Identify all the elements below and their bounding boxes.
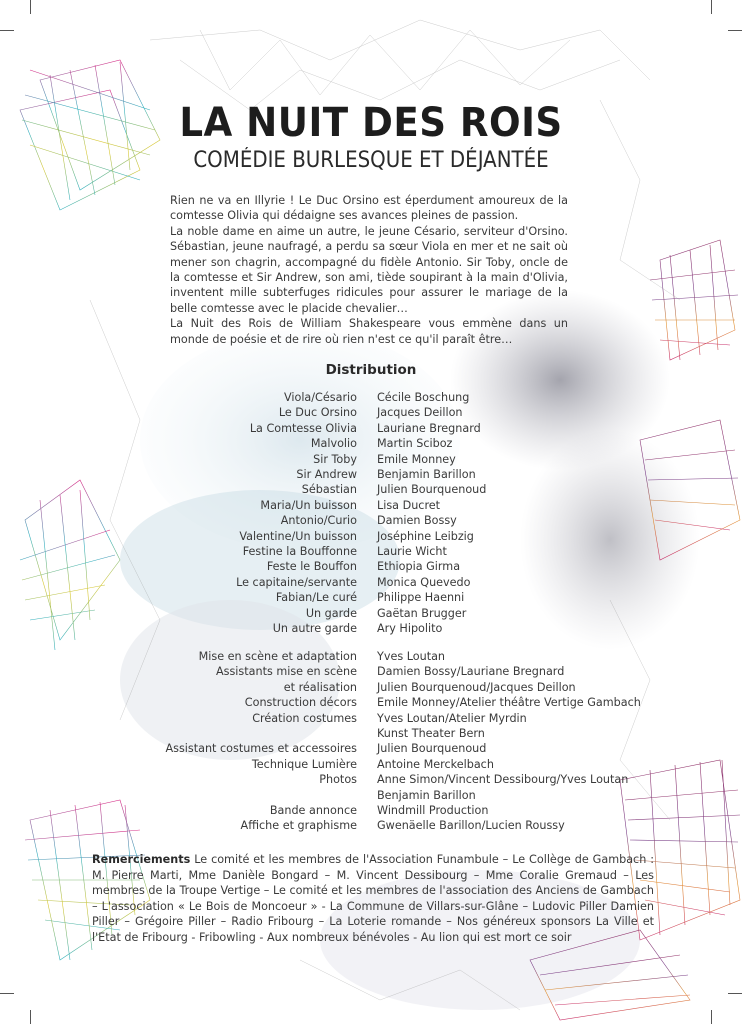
cast-role: Feste le Bouffon	[266, 560, 357, 574]
crew-role: Photos	[319, 773, 357, 787]
crew-name: Emile Monney/Atelier théâtre Vertige Gambach	[377, 696, 641, 710]
cast-role: Fabian/Le curé	[275, 591, 357, 605]
cast-role: Viola/Césario	[283, 391, 357, 404]
crop-mark	[0, 993, 14, 994]
page-title: LA NUIT DES ROIS	[179, 100, 563, 146]
crew-name: Julien Bourquenoud/Jacques Deillon	[377, 680, 576, 694]
crew-row	[0, 803, 742, 818]
cast-name: Benjamin Barillon	[377, 468, 476, 481]
crew-role: Assistants mise en scène	[216, 665, 357, 679]
cast-name: Lisa Ducret	[377, 498, 441, 512]
cast-role: Sir Andrew	[296, 468, 357, 481]
cast-role: Antonio/Curio	[280, 514, 357, 528]
crew-row	[0, 711, 742, 726]
cast-row	[0, 390, 742, 405]
crew-name: Anne Simon/Vincent Dessibourg/Yves Loutan	[377, 773, 629, 787]
cast-row	[0, 467, 742, 482]
cast-role: Valentine/Un buisson	[239, 529, 357, 543]
crew-row	[0, 649, 742, 664]
acknowledgements-text: Le comité et les membres de l'Association Funambule – Le Collège de Gambach : M. Pierre Marti, Mme Danièle Bongard – M. Vincent Dessibourg – Mme Coralie Gremaud – Les membres de la Troupe Vertige – Le comité et les membres de l'association des Anciens de Gambach – L'association « Le Bois de Moncoeur » - La Commune de Villars-sur-Glâne – Ludovic Piller Damien Piller – Grégoire Piller – Radio Fribourg – La Loterie romande – Nos généreux sponsors La Ville et l'Etat de Fribourg - Fribowling - Aux nombreux bénévoles - Au lion qui est mort ce soir	[92, 853, 654, 944]
cast-row	[0, 621, 742, 636]
crew-role: Création costumes	[252, 711, 357, 725]
acknowledgements-label: Remerciements	[92, 853, 191, 866]
crew-role: Bande annonce	[269, 804, 357, 817]
crop-mark	[30, 0, 31, 14]
cast-row	[0, 544, 742, 559]
crew-role: Assistant costumes et accessoires	[165, 742, 357, 756]
cast-row	[0, 436, 742, 451]
synopsis-paragraph: Rien ne va en Illyrie ! Le Duc Orsino est éperdument amoureux de la comtesse Olivia qui dédaigne ses avances pleines de passion.	[170, 194, 568, 223]
crop-mark	[728, 30, 742, 31]
crew-name: Damien Bossy/Lauriane Bregnard	[377, 665, 565, 679]
crew-name: Yves Loutan	[377, 650, 446, 663]
cast-row	[0, 482, 742, 497]
crew-name: Kunst Theater Bern	[377, 727, 485, 740]
cast-name: Martin Sciboz	[377, 437, 453, 451]
crew-row	[0, 772, 742, 787]
crew-row	[0, 818, 742, 833]
crew-name: Yves Loutan/Atelier Myrdin	[377, 711, 527, 725]
crew-row	[0, 788, 742, 803]
cast-row	[0, 421, 742, 436]
cast-name: Gaëtan Brugger	[377, 606, 467, 620]
cast-row	[0, 452, 742, 467]
synopsis-paragraph: La Nuit des Rois de William Shakespeare vous emmène dans un monde de poésie et de rire où rien n'est ce qu'il paraît être…	[170, 317, 568, 346]
cast-row	[0, 405, 742, 420]
cast-role: Sir Toby	[313, 452, 357, 466]
cast-role: Malvolio	[310, 437, 357, 451]
crew-row	[0, 741, 742, 756]
cast-name: Damien Bossy	[377, 514, 457, 528]
cast-name: Emile Monney	[377, 452, 456, 466]
crew-row	[0, 695, 742, 710]
cast-name: Jacques Deillon	[377, 406, 463, 420]
crew-name: Julien Bourquenoud	[377, 742, 487, 756]
cast-row	[0, 498, 742, 513]
cast-name: Ethiopia Girma	[377, 560, 461, 574]
crop-mark	[30, 1010, 31, 1024]
cast-name: Laurie Wicht	[377, 545, 447, 558]
crew-row	[0, 664, 742, 679]
cast-role: Un autre garde	[272, 622, 357, 635]
cast-role: Le capitaine/servante	[236, 575, 357, 589]
cast-row	[0, 529, 742, 544]
cast-role: Sébastian	[301, 483, 357, 497]
cast-row	[0, 559, 742, 574]
crew-name: Windmill Production	[377, 804, 489, 817]
cast-name: Julien Bourquenoud	[377, 483, 487, 497]
cast-name: Monica Quevedo	[377, 575, 471, 589]
cast-role: Maria/Un buisson	[260, 498, 357, 512]
crew-row	[0, 757, 742, 772]
crop-mark	[0, 30, 14, 31]
cast-name: Cécile Boschung	[377, 391, 470, 404]
crew-role: Construction décors	[244, 696, 357, 710]
cast-name: Joséphine Leibzig	[377, 529, 474, 543]
crew-name: Antoine Merckelbach	[377, 757, 494, 771]
crew-name: Gwenäelle Barillon/Lucien Roussy	[377, 819, 565, 833]
cast-row	[0, 513, 742, 528]
page-subtitle: COMÉDIE BURLESQUE ET DÉJANTÉE	[193, 148, 549, 173]
cast-name: Philippe Haenni	[377, 591, 465, 605]
cast-role: Le Duc Orsino	[278, 406, 357, 420]
crew-role: Affiche et graphisme	[240, 819, 357, 833]
acknowledgements	[92, 852, 654, 945]
synopsis	[170, 193, 568, 347]
cast-row	[0, 575, 742, 590]
crop-mark	[728, 993, 742, 994]
distribution-heading: Distribution	[325, 362, 417, 378]
crew-name: Benjamin Barillon	[377, 788, 476, 802]
cast-row	[0, 606, 742, 621]
cast-role: Un garde	[305, 606, 357, 620]
crew-role: Technique Lumière	[251, 757, 357, 771]
crew-row	[0, 726, 742, 741]
crew-row	[0, 680, 742, 695]
cast-name: Lauriane Bregnard	[377, 421, 481, 435]
cast-role: Festine la Bouffonne	[242, 545, 357, 558]
cast-name: Ary Hipolito	[377, 622, 443, 635]
crew-role: et réalisation	[283, 680, 357, 694]
crew-role: Mise en scène et adaptation	[198, 650, 357, 663]
crop-mark	[711, 0, 712, 14]
synopsis-paragraph: La noble dame en aime un autre, le jeune Césario, serviteur d'Orsino. Sébastian, jeune naufragé, a perdu sa sœur Viola en mer et ne sait où mener son chagrin, accompagné du fidèle Antonio. Sir Toby, oncle de la comtesse et Sir Andrew, son ami, tiède soupirant à la main d'Olivia, inventent mille subterfuges ridicules pour assurer le mariage de la belle comtesse avec le placide chevalier…	[170, 224, 568, 315]
cast-role: La Comtesse Olivia	[249, 421, 357, 435]
crop-mark	[711, 1010, 712, 1024]
cast-row	[0, 590, 742, 605]
